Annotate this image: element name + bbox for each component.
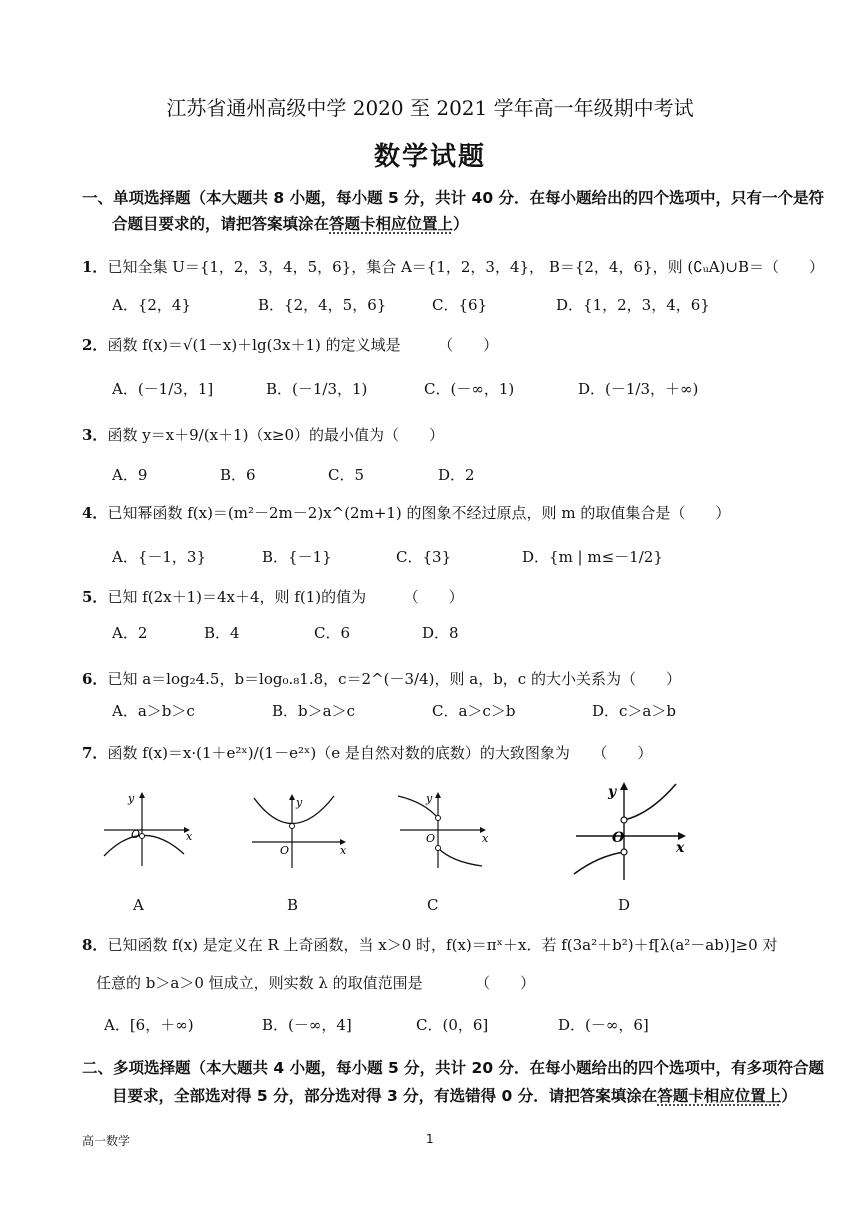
- q2-option-b: B．(－1/3，1): [266, 380, 368, 398]
- question-number: 2．: [82, 336, 108, 354]
- q2-option-d: D．(－1/3，＋∞): [578, 380, 699, 398]
- graph-a-y-label: y: [128, 792, 135, 805]
- question-number: 4．: [82, 504, 108, 522]
- question-5: [82, 586, 464, 607]
- graph-d-x-label: x: [676, 840, 685, 856]
- question-text: 已知 f(2x＋1)＝4x＋4，则 f(1)的值为 （ ）: [107, 588, 464, 606]
- q7-option-c: C: [427, 896, 439, 914]
- graph-b-x-label: x: [340, 844, 347, 857]
- question-number: 7．: [82, 744, 108, 762]
- q1-option-b: B．{2，4，5，6}: [258, 296, 387, 314]
- graph-d-origin-label: O: [612, 830, 625, 846]
- graph-a-origin-label: O: [131, 828, 141, 841]
- q7-option-d: D: [618, 896, 631, 914]
- q7-option-b: B: [287, 896, 299, 914]
- graph-b-origin-label: O: [280, 844, 290, 857]
- question-number: 8．: [82, 936, 108, 954]
- graph-a-x-label: x: [186, 830, 193, 843]
- q4-option-b: B．{－1}: [262, 548, 332, 566]
- q6-option-c: C．a＞c＞b: [432, 702, 516, 720]
- q8-option-d: D．(－∞，6]: [558, 1016, 649, 1034]
- q2-option-a: A．(－1/3，1]: [112, 380, 214, 398]
- question-text: 函数 y＝x＋9/(x＋1)（x≥0）的最小值为（ ）: [107, 426, 445, 444]
- question-text: 已知函数 f(x) 是定义在 R 上奇函数，当 x＞0 时，f(x)＝πˣ＋x．若 f(3a²＋b²)＋f[λ(a²－ab)]≥0 对: [107, 936, 778, 954]
- graph-b: [248, 790, 348, 870]
- question-7: [82, 742, 652, 763]
- section2-line2-emph: 答题卡相应位置上: [657, 1087, 782, 1105]
- q8-option-c: C．(0，6]: [416, 1016, 489, 1034]
- footer-page-number: 1: [426, 1132, 434, 1146]
- q2-option-c: C．(－∞，1): [424, 380, 515, 398]
- q6-option-b: B．b＞a＞c: [272, 702, 355, 720]
- q8-option-b: B．(－∞，4]: [262, 1016, 352, 1034]
- q6-option-a: A．a＞b＞c: [112, 702, 195, 720]
- q1-option-a: A．{2，4}: [112, 296, 192, 314]
- section1-line2-suffix: ）: [453, 215, 469, 233]
- question-text: 已知全集 U＝{1，2，3，4，5，6}，集合 A＝{1，2，3，4}， B＝{2，4，6}，则 (∁ᵤA)∪B＝（ ）: [107, 258, 824, 276]
- graph-c-origin-label: O: [426, 832, 436, 845]
- graph-a: [98, 790, 198, 870]
- question-number: 5．: [82, 588, 108, 606]
- graph-d-y-label: y: [608, 784, 617, 800]
- q4-option-c: C．{3}: [396, 548, 452, 566]
- question-1: [82, 256, 824, 277]
- q5-option-c: C．6: [314, 624, 351, 642]
- q5-option-b: B．4: [204, 624, 240, 642]
- question-8-line2: 任意的 b＞a＞0 恒成立，则实数 λ 的取值范围是 （ ）: [96, 974, 536, 992]
- section2-line2-suffix: ）: [781, 1087, 797, 1105]
- footer-subject: 高一数学: [82, 1134, 131, 1148]
- question-4: [82, 502, 730, 523]
- section2-line2: [112, 1084, 797, 1106]
- question-number: 1．: [82, 258, 108, 276]
- graph-c-x-label: x: [482, 832, 489, 845]
- question-text: 已知幂函数 f(x)＝(m²－2m－2)x^(2m+1) 的图象不经过原点，则 m 的取值集合是（ ）: [107, 504, 731, 522]
- question-number: 3．: [82, 426, 108, 444]
- q3-option-a: A．9: [112, 466, 148, 484]
- q5-option-a: A．2: [112, 624, 148, 642]
- section1-line2-emph: 答题卡相应位置上: [329, 215, 454, 233]
- q3-option-b: B．6: [220, 466, 256, 484]
- question-number: 6．: [82, 670, 108, 688]
- section2-line1: 二、多项选择题（本大题共 4 小题，每小题 5 分，共计 20 分．在每小题给出的四个选项中，有多项符合题: [82, 1059, 825, 1077]
- q3-option-c: C．5: [328, 466, 365, 484]
- graph-c: [394, 790, 494, 870]
- section1-line2-prefix: 合题目要求的，请把答案填涂在: [112, 215, 330, 233]
- q4-option-d: D．{m | m≤－1/2}: [522, 548, 663, 566]
- graph-c-y-label: y: [426, 792, 433, 805]
- graph-b-y-label: y: [296, 796, 303, 809]
- question-6: [82, 668, 681, 689]
- q6-option-d: D．c＞a＞b: [592, 702, 676, 720]
- q4-option-a: A．{－1，3}: [112, 548, 207, 566]
- question-text: 已知 a＝log₂4.5，b＝log₀.₈1.8，c＝2^(－3/4)，则 a，b，c 的大小关系为（ ）: [107, 670, 681, 688]
- section1-line2: [112, 212, 469, 234]
- question-text: 函数 f(x)＝√(1－x)＋lg(3x＋1) 的定义域是 （ ）: [107, 336, 499, 354]
- q1-option-c: C．{6}: [432, 296, 488, 314]
- graph-d: [572, 778, 692, 882]
- subject-title: 数学试题: [373, 142, 486, 172]
- section2-line2-prefix: 目要求，全部选对得 5 分，部分选对得 3 分，有选错得 0 分．请把答案填涂在: [112, 1087, 658, 1105]
- question-2: [82, 334, 498, 355]
- q3-option-d: D．2: [438, 466, 475, 484]
- q1-option-d: D．{1，2，3，4，6}: [556, 296, 710, 314]
- question-3: [82, 424, 444, 445]
- section1-line1: 一、单项选择题（本大题共 8 小题，每小题 5 分，共计 40 分．在每小题给出的四个选项中，只有一个是符: [82, 189, 825, 207]
- school-title: 江苏省通州高级中学 2020 至 2021 学年高一年级期中考试: [166, 96, 694, 120]
- q5-option-d: D．8: [422, 624, 459, 642]
- q7-option-a: A: [133, 896, 144, 914]
- q8-option-a: A．[6，＋∞): [104, 1016, 194, 1034]
- question-8: [82, 934, 777, 955]
- question-text: 函数 f(x)＝x·(1＋e²ˣ)/(1－e²ˣ)（e 是自然对数的底数）的大致图象为 （ ）: [107, 744, 653, 762]
